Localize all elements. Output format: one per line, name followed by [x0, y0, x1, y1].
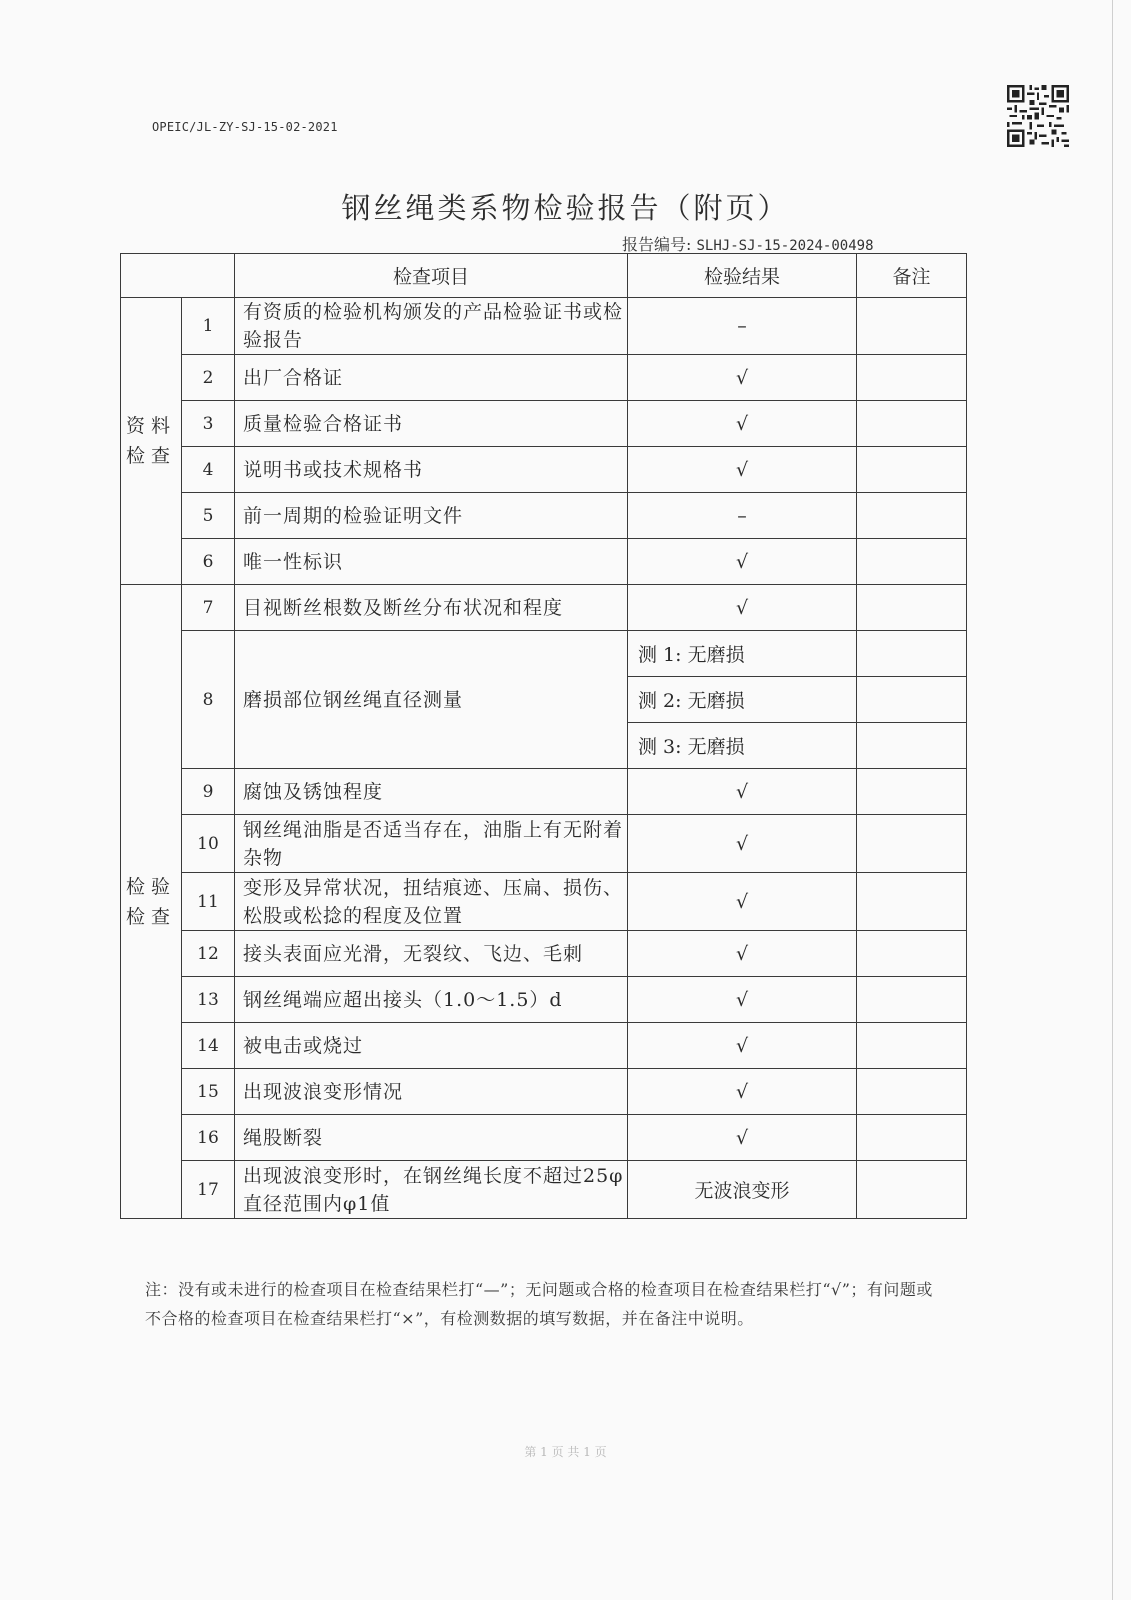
table-row: [121, 493, 967, 539]
row-number: 4: [182, 447, 235, 493]
header-blank-cell: [121, 254, 235, 298]
header-item: 检查项目: [235, 254, 628, 298]
row-remark: [857, 447, 967, 493]
row-result: √: [628, 1115, 857, 1161]
row-result: √: [628, 1069, 857, 1115]
row-result: 无波浪变形: [628, 1161, 857, 1219]
document-code: OPEIC/JL-ZY-SJ-15-02-2021: [152, 120, 338, 134]
row-number: 1: [182, 298, 235, 355]
table-row: [121, 977, 967, 1023]
row-result: √: [628, 539, 857, 585]
row-remark: [857, 931, 967, 977]
row-number: 6: [182, 539, 235, 585]
row-item: 出现波浪变形情况: [235, 1069, 628, 1115]
row-remark: [857, 1023, 967, 1069]
row-number: 7: [182, 585, 235, 631]
row-remark: [857, 1161, 967, 1219]
report-number: [622, 232, 874, 255]
table-row: [121, 815, 967, 873]
row-remark: [857, 585, 967, 631]
category-inspection: 检验检查: [121, 585, 182, 1219]
row-item: 唯一性标识: [235, 539, 628, 585]
row-item: 目视断丝根数及断丝分布状况和程度: [235, 585, 628, 631]
page-number: 第 1 页 共 1 页: [524, 1445, 607, 1459]
row-result: –: [628, 493, 857, 539]
table-row: [121, 1069, 967, 1115]
row-number: 13: [182, 977, 235, 1023]
row-result-measure-2: 测 2: 无磨损: [628, 677, 857, 723]
row-number: 16: [182, 1115, 235, 1161]
row-result: √: [628, 585, 857, 631]
row-item: 磨损部位钢丝绳直径测量: [235, 631, 628, 769]
row-result: √: [628, 977, 857, 1023]
table-row: [121, 931, 967, 977]
row-item: 质量检验合格证书: [235, 401, 628, 447]
row-number: 11: [182, 873, 235, 931]
row-number: 9: [182, 769, 235, 815]
row-remark: [857, 631, 967, 677]
row-item: 变形及异常状况，扭结痕迹、压扁、损伤、松股或松捻的程度及位置: [235, 873, 628, 931]
table-row: [121, 539, 967, 585]
table-row: [121, 355, 967, 401]
row-item: 出厂合格证: [235, 355, 628, 401]
row-remark: [857, 355, 967, 401]
qr-code-icon: [1007, 85, 1069, 147]
row-number: 12: [182, 931, 235, 977]
inspection-table: [120, 253, 967, 1219]
row-number: 15: [182, 1069, 235, 1115]
row-item: 腐蚀及锈蚀程度: [235, 769, 628, 815]
row-result: √: [628, 1023, 857, 1069]
row-result: √: [628, 447, 857, 493]
row-remark: [857, 815, 967, 873]
row-remark: [857, 493, 967, 539]
row-result: √: [628, 401, 857, 447]
page-edge: [1112, 0, 1113, 1600]
row-number: 3: [182, 401, 235, 447]
row-remark: [857, 977, 967, 1023]
row-remark: [857, 1115, 967, 1161]
table-row: [121, 298, 967, 355]
row-number: 10: [182, 815, 235, 873]
row-item: 被电击或烧过: [235, 1023, 628, 1069]
row-item: 说明书或技术规格书: [235, 447, 628, 493]
page-title: 钢丝绳类系物检验报告（附页）: [341, 191, 790, 225]
table-row: [121, 1023, 967, 1069]
row-number: 5: [182, 493, 235, 539]
header-remark: 备注: [857, 254, 967, 298]
report-number-value: SLHJ-SJ-15-2024-00498: [696, 238, 874, 254]
header-result: 检验结果: [628, 254, 857, 298]
row-number: 17: [182, 1161, 235, 1219]
row-result: √: [628, 931, 857, 977]
row-result: √: [628, 769, 857, 815]
row-result-measure-3: 测 3: 无磨损: [628, 723, 857, 769]
footnote: 注：没有或未进行的检查项目在检查结果栏打“—”；无问题或合格的检查项目在检查结果栏打“√”；有问题或不合格的检查项目在检查结果栏打“×”，有检测数据的填写数据，并在备注中说明。: [145, 1280, 933, 1328]
row-result: √: [628, 873, 857, 931]
row-number: 14: [182, 1023, 235, 1069]
category-docs: 资料检查: [121, 298, 182, 585]
row-remark: [857, 723, 967, 769]
row-remark: [857, 873, 967, 931]
row-result: √: [628, 815, 857, 873]
report-number-label: 报告编号:: [622, 235, 692, 254]
table-row: [121, 1161, 967, 1219]
row-item: 钢丝绳油脂是否适当存在，油脂上有无附着杂物: [235, 815, 628, 873]
table-row: [121, 769, 967, 815]
table-row: [121, 401, 967, 447]
table-header-row: [121, 254, 967, 298]
row-item: 前一周期的检验证明文件: [235, 493, 628, 539]
row-item: 出现波浪变形时，在钢丝绳长度不超过25φ直径范围内φ1值: [235, 1161, 628, 1219]
row-remark: [857, 298, 967, 355]
table-row: [121, 873, 967, 931]
table-row: [121, 447, 967, 493]
row-result: –: [628, 298, 857, 355]
row-item: 钢丝绳端应超出接头（1.0～1.5）d: [235, 977, 628, 1023]
row-item: 绳股断裂: [235, 1115, 628, 1161]
row-item: 有资质的检验机构颁发的产品检验证书或检验报告: [235, 298, 628, 355]
row-remark: [857, 677, 967, 723]
row-remark: [857, 1069, 967, 1115]
row-remark: [857, 539, 967, 585]
row-result: √: [628, 355, 857, 401]
row-remark: [857, 769, 967, 815]
row-number: 8: [182, 631, 235, 769]
row-result-measure-1: 测 1: 无磨损: [628, 631, 857, 677]
row-item: 接头表面应光滑，无裂纹、飞边、毛刺: [235, 931, 628, 977]
table-row: [121, 631, 967, 677]
table-row: [121, 1115, 967, 1161]
table-row: [121, 585, 967, 631]
row-remark: [857, 401, 967, 447]
row-number: 2: [182, 355, 235, 401]
